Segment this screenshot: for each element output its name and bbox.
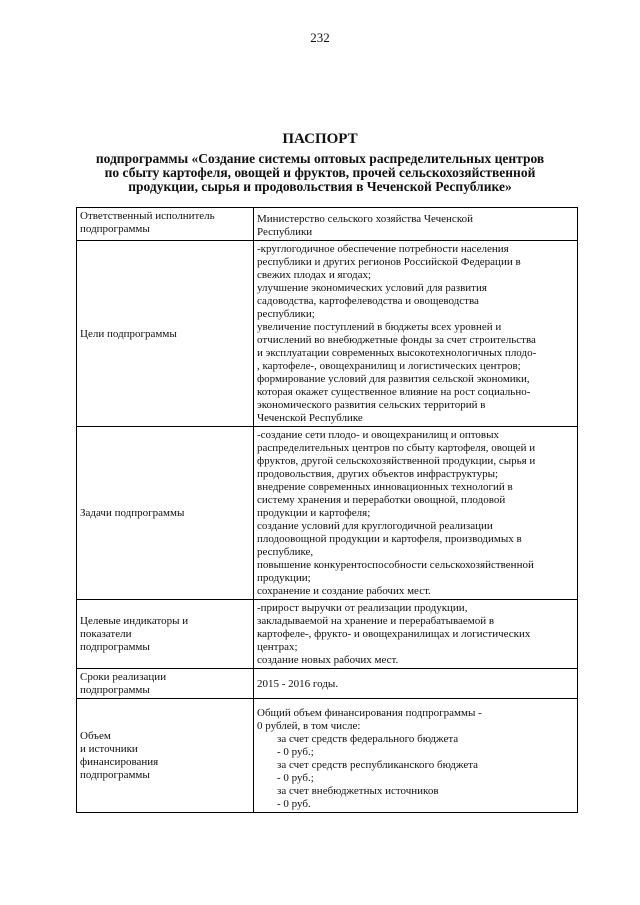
content-line: формирование условий для развития сельской экономики,	[257, 373, 530, 385]
content-line: Общий объем финансирования подпрограммы -	[257, 707, 482, 719]
content-line: свежих плодах и ягодах;	[257, 269, 372, 281]
content-line: Министерство сельского хозяйства Чеченской	[257, 213, 473, 225]
table-row	[77, 241, 578, 427]
label-line: и источники	[80, 743, 138, 755]
label-line: подпрограммы	[80, 223, 150, 235]
label-line: подпрограммы	[80, 641, 150, 653]
content-line: за счет внебюджетных источников	[277, 785, 439, 797]
content-line: за счет средств федерального бюджета	[277, 733, 459, 745]
subtitle-line: продукции, сырья и продовольствия в Чеченской Республике»	[128, 179, 512, 194]
label-line: Цели подпрограммы	[80, 327, 177, 340]
content-line: распределительных центров по сбыту картофеля, овощей и	[257, 442, 536, 454]
content-line: республики и других регионов Российской Федерации в	[257, 256, 521, 268]
label-line: Целевые индикаторы и	[80, 615, 189, 627]
row-label-financing	[77, 699, 254, 813]
subtitle-line: подпрограммы «Создание системы оптовых распределительных центров	[95, 151, 545, 166]
content-line: Чеченской Республике	[257, 412, 363, 424]
label-line: финансирования	[80, 756, 159, 768]
label-line: подпрограммы	[80, 684, 150, 696]
label-line: показатели	[80, 628, 132, 640]
row-content-goals	[254, 241, 578, 427]
label-line: Объем	[80, 730, 111, 742]
content-line: продукции и картофеля;	[257, 507, 371, 519]
content-line: - 0 руб.	[277, 798, 311, 810]
row-label-goals	[77, 241, 254, 427]
label-line: Задачи подпрограммы	[80, 507, 185, 519]
page-number: 232	[310, 30, 330, 45]
table-row	[77, 669, 578, 699]
label-line: подпрограммы	[80, 769, 150, 781]
content-line: республике,	[257, 546, 314, 558]
label-line: Ответственный исполнитель	[80, 210, 215, 222]
content-line: - 0 руб.;	[277, 746, 314, 758]
content-line: создание условий для круглогодичной реализации	[257, 520, 493, 532]
content-line: плодоовощной продукции и картофеля, производимых в	[257, 533, 522, 545]
passport-table	[76, 207, 578, 813]
content-line: продукции;	[257, 572, 311, 584]
content-line: -круглогодичное обеспечение потребности населения	[257, 243, 509, 255]
content-line: центрах;	[257, 641, 298, 653]
content-line: 2015 - 2016 годы.	[257, 677, 339, 690]
content-line: закладываемой на хранение и перерабатываемой в	[257, 615, 495, 627]
label-line: Сроки реализации	[80, 671, 167, 683]
row-content-period	[254, 669, 578, 699]
row-content-tasks	[254, 427, 578, 600]
content-line: и эксплуатации современных высокотехнологичных плодо-	[257, 347, 537, 359]
row-content-indicators	[254, 600, 578, 669]
row-label-responsible	[77, 208, 254, 241]
content-line: улучшение экономических условий для развития	[257, 282, 487, 294]
content-line: , картофеле-, овощехранилищ и логистических центров;	[257, 360, 521, 372]
document-subtitle	[80, 152, 560, 194]
content-line: систему хранения и переработки овощной, плодовой	[257, 494, 506, 506]
content-line: экономического развития сельских территорий в	[257, 399, 486, 411]
content-line: продовольствия, других объектов инфраструктуры;	[257, 468, 499, 480]
content-line: за счет средств республиканского бюджета	[277, 759, 479, 771]
content-line: фруктов, другой сельскохозяйственной продукции, сырья и	[257, 455, 536, 467]
content-line: внедрение современных инновационных технологий в	[257, 481, 513, 493]
table-row	[77, 208, 578, 241]
row-content-responsible	[254, 208, 578, 241]
row-label-period	[77, 669, 254, 699]
table-row	[77, 427, 578, 600]
content-line: которая окажет существенное влияние на рост социально-	[257, 386, 531, 398]
content-line: -создание сети плодо- и овощехранилищ и оптовых	[257, 429, 499, 441]
table-row	[77, 699, 578, 813]
row-label-indicators	[77, 600, 254, 669]
subtitle-line: по сбыту картофеля, овощей и фруктов, прочей сельскохозяйственной	[104, 165, 536, 180]
row-content-financing	[254, 699, 578, 813]
content-line: картофеле-, фрукто- и овощехранилищах и логистических	[257, 628, 531, 640]
content-line: Республики	[257, 226, 313, 238]
content-line: создание новых рабочих мест.	[257, 654, 399, 666]
row-label-tasks	[77, 427, 254, 600]
content-line: - 0 руб.;	[277, 772, 314, 784]
table-row	[77, 600, 578, 669]
content-line: -прирост выручки от реализации продукции,	[257, 602, 468, 614]
content-line: садоводства, картофелеводства и овощеводства	[257, 295, 479, 307]
content-line: отчислений во внебюджетные фонды за счет строительства	[257, 334, 536, 346]
content-line: повышение конкурентоспособности сельскохозяйственной	[257, 559, 534, 571]
content-line: сохранение и создание рабочих мест.	[257, 585, 431, 597]
content-line: 0 рублей, в том числе:	[257, 720, 361, 732]
content-line: республики;	[257, 308, 315, 320]
content-line: увеличение поступлений в бюджеты всех уровней и	[257, 321, 502, 333]
document-title: ПАСПОРТ	[282, 131, 358, 147]
